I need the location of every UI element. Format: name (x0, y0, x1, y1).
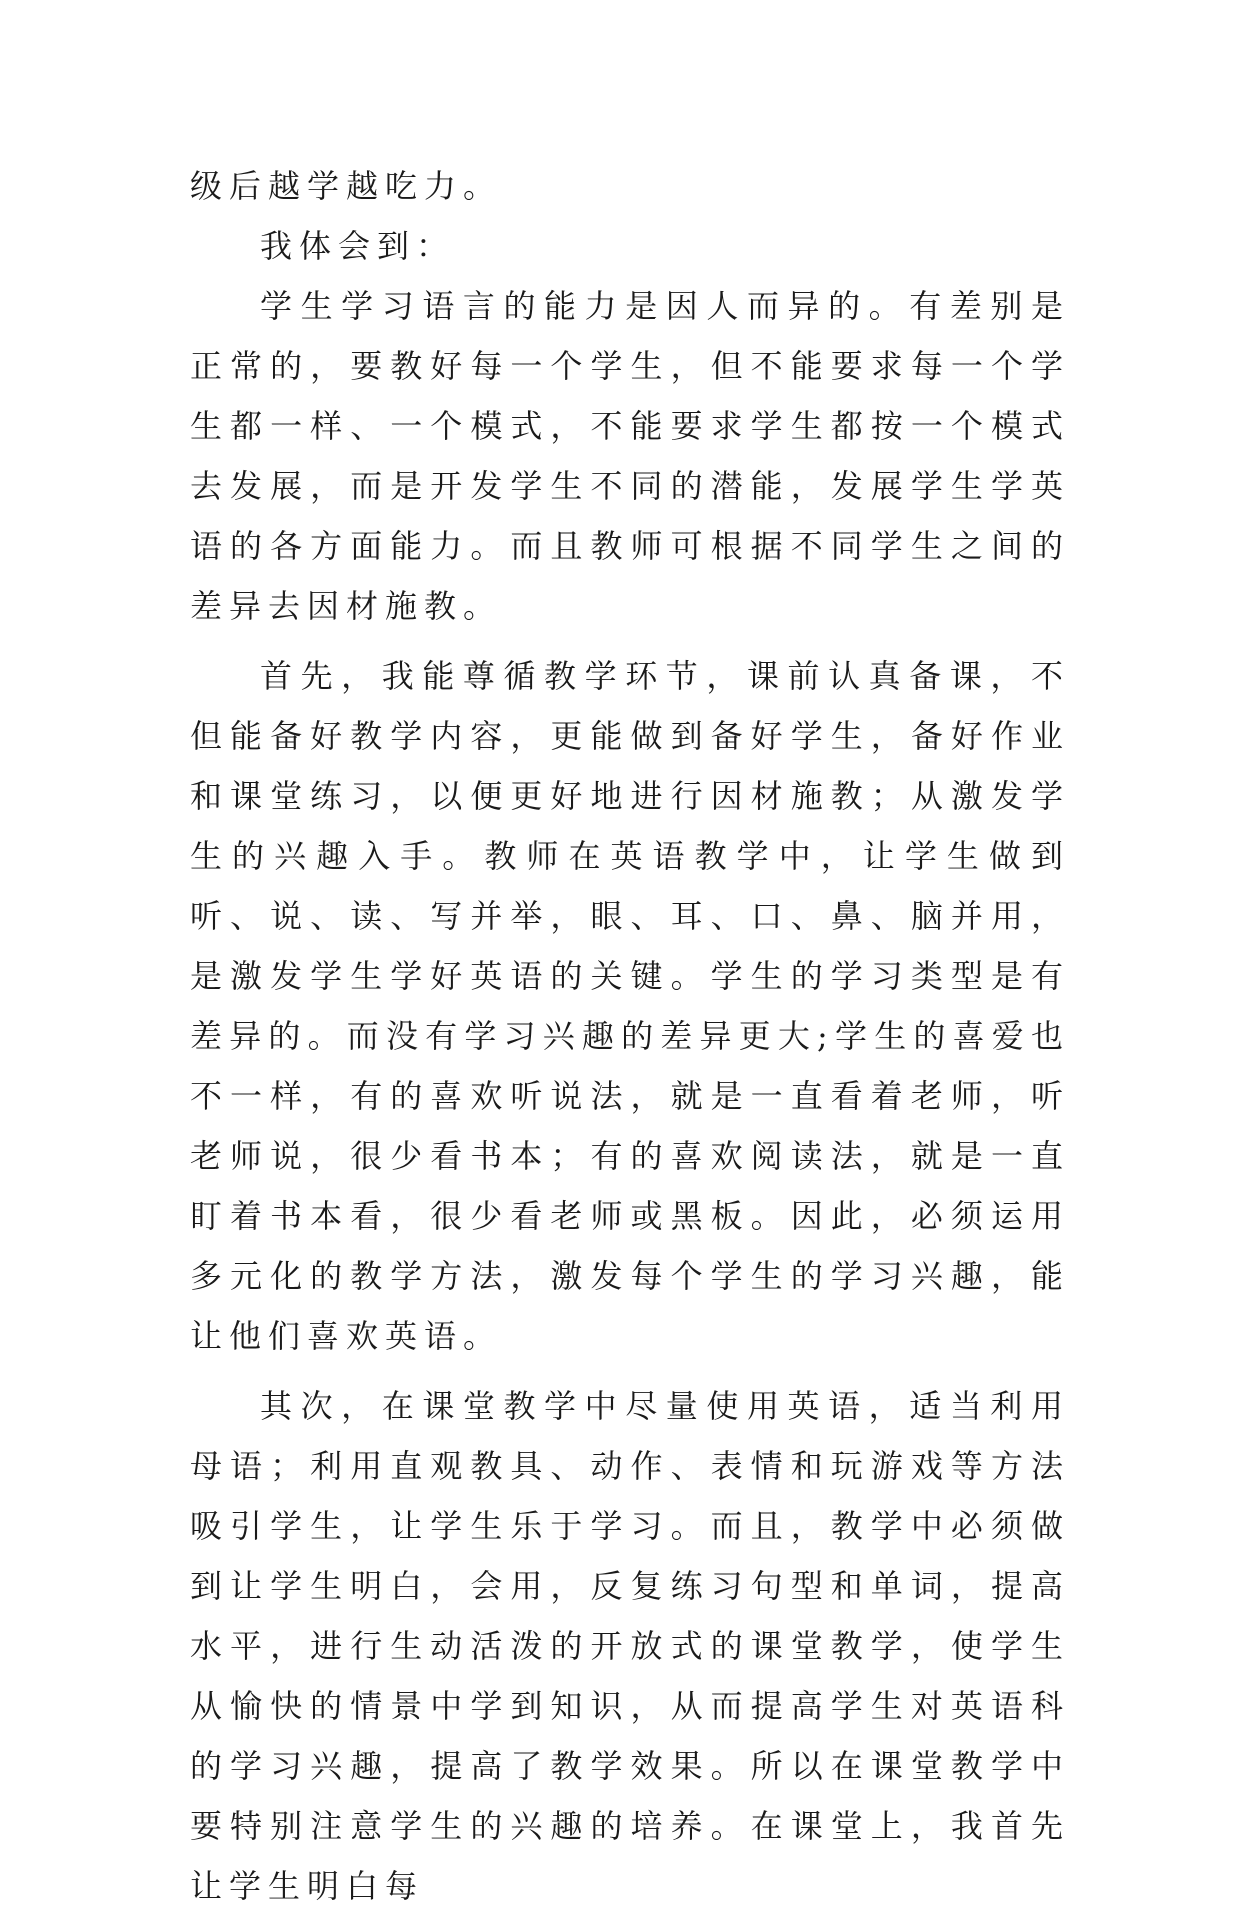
paragraph-heading-reflection: 我体会到： (260, 227, 456, 265)
paragraph-first-point: 首先，我能尊循教学环节，课前认真备课，不但能备好教学内容，更能做到备好学生，备好作业和课堂练习，以便更好地进行因材施教；从激发学生的兴趣入手。教师在英语教学中，让学生做到听、说、读、写并举，眼、耳、口、鼻、脑并用，是激发学生学好英语的关键。学生的学习类型是有差异的。而没有学习兴趣的差异更大;学生的喜爱也不一样，有的喜欢听说法，就是一直看着老师，听老师说，很少看书本；有的喜欢阅读法，就是一直盯着书本看，很少看老师或黑板。因此，必须运用多元化的教学方法，激发每个学生的学习兴趣，能让他们喜欢英语。 (190, 657, 1070, 1355)
paragraph-learning-ability: 学生学习语言的能力是因人而异的。有差别是正常的，要教好每一个学生，但不能要求每一个学生都一样、一个模式，不能要求学生都按一个模式去发展，而是开发学生不同的潜能，发展学生学英语的各方面能力。而且教师可根据不同学生之间的差异去因材施教。 (190, 287, 1070, 625)
paragraph-continuation: 级后越学越吃力。 (190, 167, 503, 205)
document-body (190, 156, 1070, 1916)
paragraph-second-point: 其次，在课堂教学中尽量使用英语，适当利用母语；利用直观教具、动作、表情和玩游戏等方法吸引学生，让学生乐于学习。而且，教学中必须做到让学生明白，会用，反复练习句型和单词，提高水平，进行生动活泼的开放式的课堂教学，使学生从愉快的情景中学到知识，从而提高学生对英语科的学习兴趣，提高了教学效果。所以在课堂教学中要特别注意学生的兴趣的培养。在课堂上，我首先让学生明白每 (190, 1387, 1070, 1905)
